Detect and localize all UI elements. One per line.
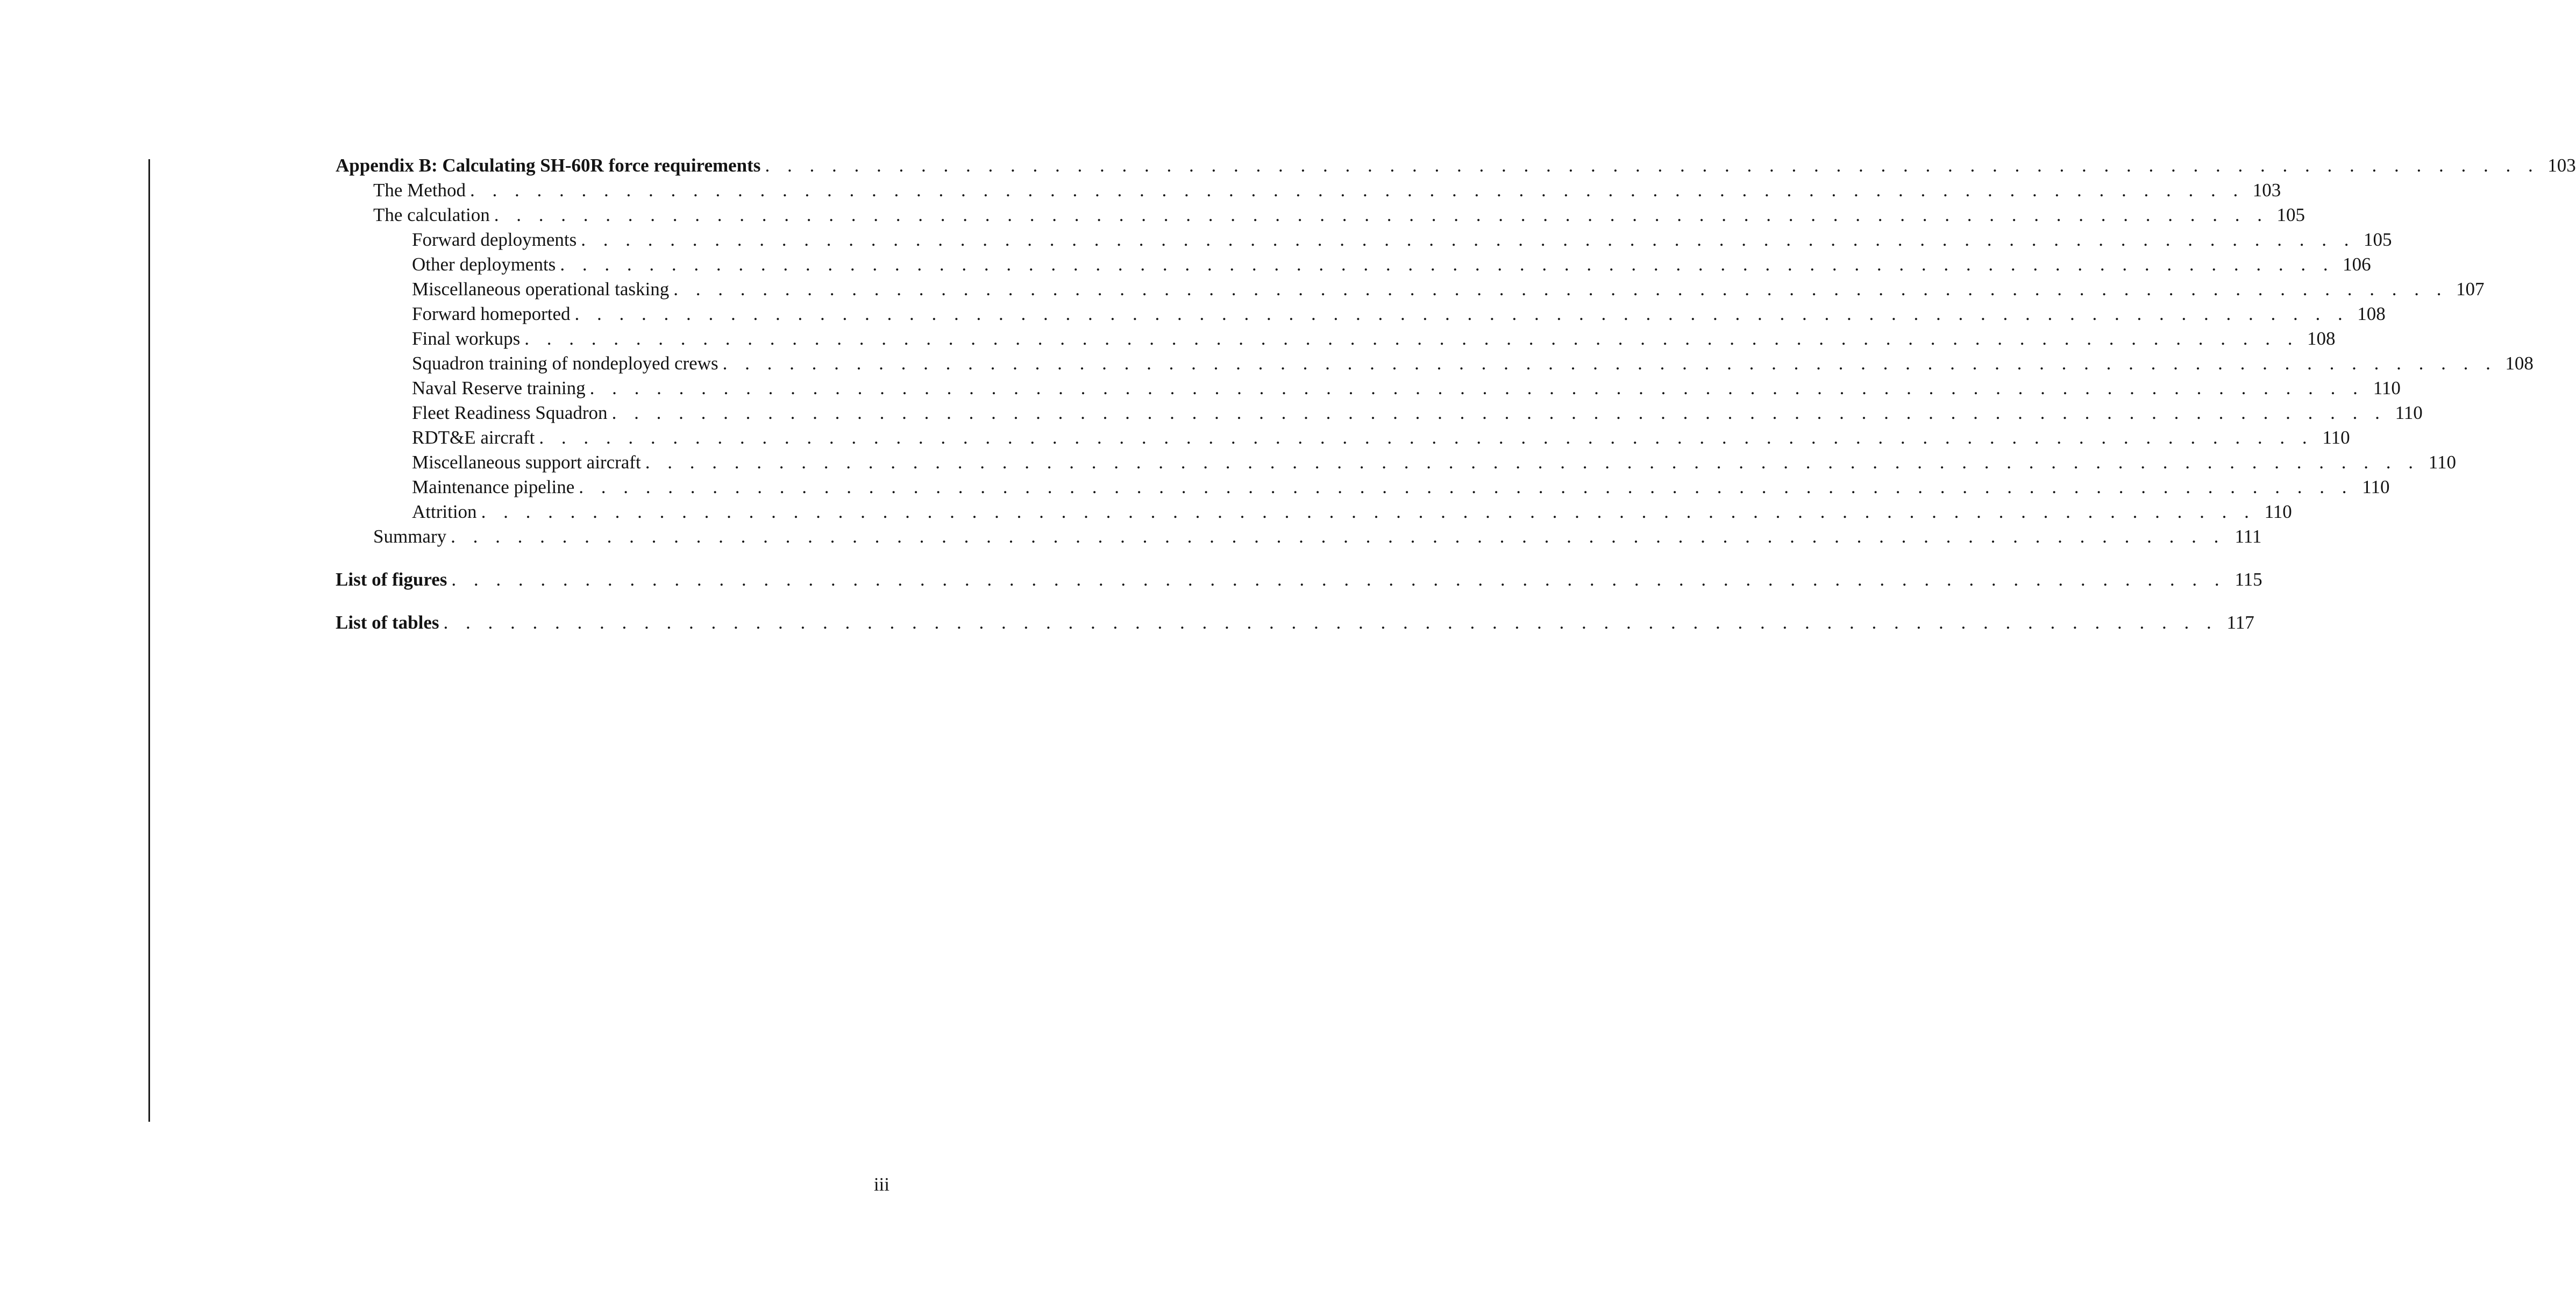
toc-entry[interactable]: [336, 376, 2401, 401]
toc-entry-title: Miscellaneous operational tasking: [412, 279, 670, 300]
toc-leader-dots: . . . . . . . . . . . . . . . . . . . . . . . . . . . . . . . . . . . . . . . . . . . . . . . . . . . . . . . . . . . . . . . . . . . . . . . . . . . . . . . .: [765, 155, 2539, 176]
toc-entry[interactable]: [336, 524, 2262, 549]
toc-entry[interactable]: [336, 252, 2371, 277]
toc-entry[interactable]: [336, 153, 2576, 178]
toc-entry-title: Fleet Readiness Squadron: [412, 402, 608, 423]
toc-entry-title: Forward deployments: [412, 229, 577, 250]
toc-entry-page: 110: [2362, 476, 2390, 497]
toc-entry[interactable]: [336, 567, 2262, 592]
toc-entry[interactable]: [336, 475, 2390, 500]
toc-entry[interactable]: [336, 178, 2281, 203]
toc-entry-page: 110: [2373, 378, 2401, 398]
margin-rule: [148, 159, 150, 1122]
toc-leader-dots: . . . . . . . . . . . . . . . . . . . . . . . . . . . . . . . . . . . . . . . . . . . . . . . . . . . . . . . . . . . . . . . . . . . . . . . . . . . . . . . .: [581, 229, 2356, 250]
toc-entry-title: List of tables: [336, 612, 439, 633]
toc-leader-dots: . . . . . . . . . . . . . . . . . . . . . . . . . . . . . . . . . . . . . . . . . . . . . . . . . . . . . . . . . . . . . . . . . . . . . . . . . . . . . . . .: [451, 526, 2225, 547]
toc-entry-page: 103: [2547, 155, 2576, 176]
toc-entry-page: 106: [2343, 254, 2371, 275]
toc-entry-page: 108: [2357, 303, 2386, 324]
toc-leader-dots: . . . . . . . . . . . . . . . . . . . . . . . . . . . . . . . . . . . . . . . . . . . . . . . . . . . . . . . . . . . . . . . . . . . . . . . . . . . . . . . .: [611, 402, 2386, 423]
toc-entry-title: The Method: [373, 180, 466, 201]
toc-entry-page: 110: [2428, 452, 2456, 473]
toc-entry-page: 115: [2235, 569, 2262, 590]
toc-entry[interactable]: [336, 302, 2386, 326]
toc-entry-title: Squadron training of nondeployed crews: [412, 353, 718, 374]
toc-leader-dots: . . . . . . . . . . . . . . . . . . . . . . . . . . . . . . . . . . . . . . . . . . . . . . . . . . . . . . . . . . . . . . . . . . . . . . . . . . . . . . . .: [539, 427, 2314, 448]
toc-leader-dots: . . . . . . . . . . . . . . . . . . . . . . . . . . . . . . . . . . . . . . . . . . . . . . . . . . . . . . . . . . . . . . . . . . . . . . . . . . . . . . . .: [470, 180, 2245, 201]
toc-entry-title: RDT&E aircraft: [412, 427, 535, 448]
toc-entry-title: Other deployments: [412, 254, 556, 275]
toc-entry[interactable]: [336, 227, 2392, 252]
toc-leader-dots: . . . . . . . . . . . . . . . . . . . . . . . . . . . . . . . . . . . . . . . . . . . . . . . . . . . . . . . . . . . . . . . . . . . . . . . . . . . . . . . .: [574, 303, 2349, 324]
toc-leader-dots: . . . . . . . . . . . . . . . . . . . . . . . . . . . . . . . . . . . . . . . . . . . . . . . . . . . . . . . . . . . . . . . . . . . . . . . . . . . . . . . .: [589, 378, 2364, 398]
toc-leader-dots: . . . . . . . . . . . . . . . . . . . . . . . . . . . . . . . . . . . . . . . . . . . . . . . . . . . . . . . . . . . . . . . . . . . . . . . . . . . . . . . .: [494, 204, 2268, 225]
toc-entry[interactable]: [336, 277, 2485, 302]
toc-entry[interactable]: [336, 351, 2534, 376]
toc-leader-dots: . . . . . . . . . . . . . . . . . . . . . . . . . . . . . . . . . . . . . . . . . . . . . . . . . . . . . . . . . . . . . . . . . . . . . . . . . . . . . . . .: [560, 254, 2335, 275]
table-of-contents: [336, 153, 2576, 635]
toc-entry-page: 105: [2276, 204, 2305, 225]
page-number: iii: [873, 1174, 889, 1195]
toc-entry-page: 117: [2226, 612, 2254, 633]
toc-entry-page: 105: [2363, 229, 2392, 250]
toc-entry[interactable]: [336, 326, 2336, 351]
toc-entry[interactable]: [336, 500, 2292, 524]
toc-entry-page: 110: [2264, 501, 2292, 522]
toc-entry-page: 111: [2235, 526, 2262, 547]
toc-entry-page: 107: [2456, 279, 2485, 300]
toc-entry-page: 103: [2252, 180, 2281, 201]
toc-entry-title: Final workups: [412, 328, 521, 349]
toc-leader-dots: . . . . . . . . . . . . . . . . . . . . . . . . . . . . . . . . . . . . . . . . . . . . . . . . . . . . . . . . . . . . . . . . . . . . . . . . . . . . . . . .: [481, 501, 2255, 522]
toc-entry-page: 108: [2307, 328, 2336, 349]
toc-entry-title: Summary: [373, 526, 447, 547]
toc-leader-dots: . . . . . . . . . . . . . . . . . . . . . . . . . . . . . . . . . . . . . . . . . . . . . . . . . . . . . . . . . . . . . . . . . . . . . . . . . . . . . . . .: [645, 452, 2420, 473]
toc-entry-title: Maintenance pipeline: [412, 476, 575, 497]
toc-entry-title: The calculation: [373, 204, 490, 225]
toc-leader-dots: . . . . . . . . . . . . . . . . . . . . . . . . . . . . . . . . . . . . . . . . . . . . . . . . . . . . . . . . . . . . . . . . . . . . . . . . . . . . . . . .: [673, 279, 2448, 300]
toc-entry[interactable]: [336, 203, 2305, 227]
toc-entry-page: 110: [2322, 427, 2350, 448]
toc-entry[interactable]: [336, 450, 2456, 475]
toc-entry-title: Miscellaneous support aircraft: [412, 452, 641, 473]
toc-entry[interactable]: [336, 401, 2423, 425]
toc-entry-title: Forward homeported: [412, 303, 571, 324]
toc-entry[interactable]: [336, 610, 2254, 635]
toc-entry-page: 108: [2505, 353, 2534, 374]
toc-leader-dots: . . . . . . . . . . . . . . . . . . . . . . . . . . . . . . . . . . . . . . . . . . . . . . . . . . . . . . . . . . . . . . . . . . . . . . . . . . . . . . . .: [443, 612, 2218, 633]
toc-entry-title: Naval Reserve training: [412, 378, 586, 398]
toc-entry[interactable]: [336, 425, 2350, 450]
toc-entry-title: List of figures: [336, 569, 447, 590]
toc-leader-dots: . . . . . . . . . . . . . . . . . . . . . . . . . . . . . . . . . . . . . . . . . . . . . . . . . . . . . . . . . . . . . . . . . . . . . . . . . . . . . . . .: [451, 569, 2226, 590]
toc-leader-dots: . . . . . . . . . . . . . . . . . . . . . . . . . . . . . . . . . . . . . . . . . . . . . . . . . . . . . . . . . . . . . . . . . . . . . . . . . . . . . . . .: [524, 328, 2299, 349]
toc-entry-title: Appendix B: Calculating SH-60R force requirements: [336, 155, 761, 176]
toc-entry-page: 110: [2395, 402, 2423, 423]
toc-leader-dots: . . . . . . . . . . . . . . . . . . . . . . . . . . . . . . . . . . . . . . . . . . . . . . . . . . . . . . . . . . . . . . . . . . . . . . . . . . . . . . . .: [579, 476, 2353, 497]
toc-leader-dots: . . . . . . . . . . . . . . . . . . . . . . . . . . . . . . . . . . . . . . . . . . . . . . . . . . . . . . . . . . . . . . . . . . . . . . . . . . . . . . . .: [722, 353, 2497, 374]
toc-entry-title: Attrition: [412, 501, 477, 522]
